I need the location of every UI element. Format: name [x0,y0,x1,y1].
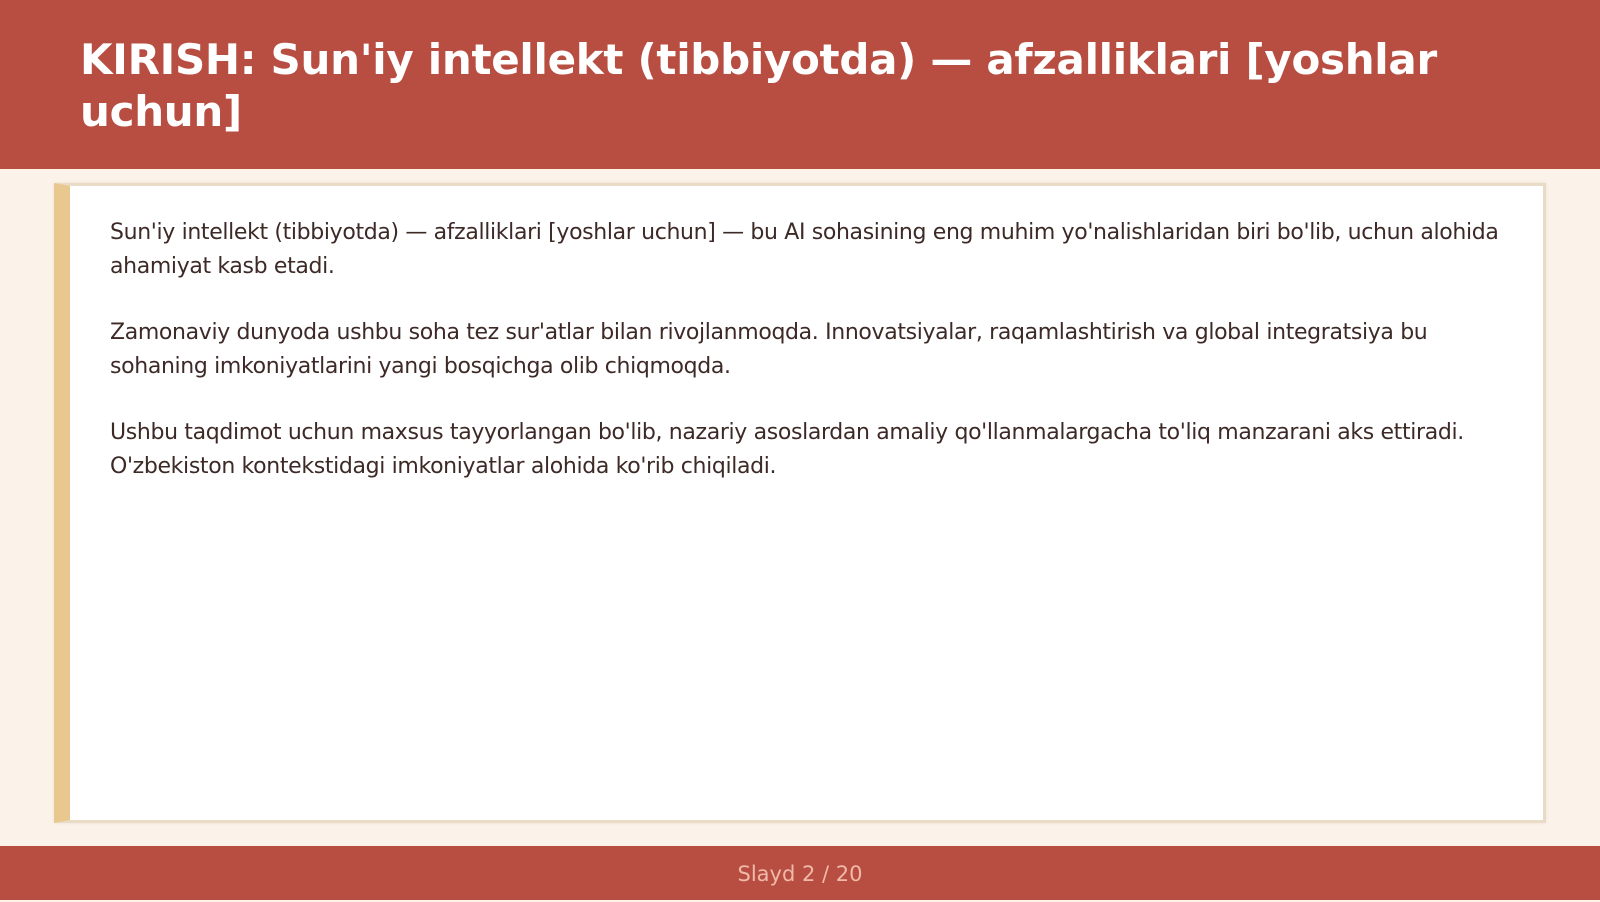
slide-title: KIRISH: Sun'iy intellekt (tibbiyotda) — afzalliklari [yoshlar uchun] [80,35,1437,136]
slide-footer [0,846,1600,900]
development-paragraph: Zamonaviy dunyoda ushbu soha tez sur'atlar bilan rivojlanmoqda. Innovatsiyalar, raqamlashtirish va global integratsiya bu sohaning imkoniyatlarini yangi bosqichga olib chiqmoqda. [110,320,1428,379]
presentation-scope-paragraph: Ushbu taqdimot uchun maxsus tayyorlangan bo'lib, nazariy asoslardan amaliy qo'llanmalargacha to'liq manzarani aks ettiradi. O'zbekiston kontekstidagi imkoniyatlar alohida ko'rib chiqiladi. [110,420,1464,479]
slide-header [0,0,1600,169]
slide-counter: Slayd 2 / 20 [737,862,863,886]
content-card [54,183,1546,823]
intro-paragraph: Sun'iy intellekt (tibbiyotda) — afzalliklari [yoshlar uchun] — bu AI sohasining eng muhim yo'nalishlaridan biri bo'lib, uchun alohida ahamiyat kasb etadi. [110,220,1499,279]
